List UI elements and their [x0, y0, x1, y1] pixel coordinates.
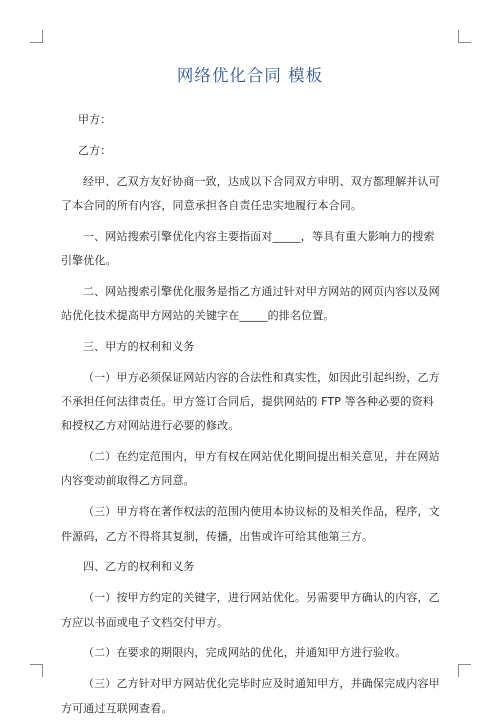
- section-heading-party-b: 四、乙方的权利和义务: [83, 560, 195, 574]
- party-b-item-2: （二）在要求的期限内，完成网站的优化，并通知甲方进行验收。: [83, 646, 407, 660]
- crop-mark-top-left: [30, 30, 43, 43]
- document-title: 网络优化合同 模板: [176, 66, 324, 85]
- party-a-line: 甲方：: [78, 113, 112, 126]
- party-b-item-3: （三）乙方针对甲方网站优化完毕时应及时通知甲方，并确保完成内容甲方可通过互联网查看。: [61, 677, 440, 715]
- section-heading-party-a: 三、甲方的权利和义务: [83, 340, 195, 354]
- preamble-paragraph: 经甲、乙双方友好协商一致，达成以下合同双方申明、双方都理解并认可了本合同的所有内容，同意承担各自责任忠实地履行本合同。: [61, 174, 440, 212]
- party-b-item-1: （一）按甲方约定的关键字，进行网站优化。另需要甲方确认的内容，乙方应以书面或电子文档交付甲方。: [61, 591, 440, 629]
- party-a-item-1: （一）甲方必须保证网站内容的合法性和真实性，如因此引起纠纷，乙方不承担任何法律责任。甲方签订合同后，提供网站的 FTP 等各种必要的资料和授权乙方对网站进行必要的修改。: [61, 370, 440, 433]
- crop-mark-top-right: [458, 30, 471, 43]
- crop-mark-bottom-left: [30, 664, 43, 677]
- party-a-item-3: （三）甲方将在著作权法的范围内使用本协议标的及相关作品，程序，文件源码，乙方不得将其复制，传播，出售或许可给其他第三方。: [61, 505, 440, 543]
- party-b-line: 乙方：: [78, 143, 112, 157]
- clause-2: 二、网站搜索引擎优化服务是指乙方通过针对甲方网站的网页内容以及网站优化技术提高甲方网站的关键字在_____的排名位置。: [61, 284, 440, 323]
- document-body: [61, 108, 441, 727]
- clause-1: 一、网站搜索引擎优化内容主要指面对_____，等具有重大影响力的搜索引擎优化。: [61, 229, 435, 268]
- crop-mark-bottom-right: [458, 664, 471, 677]
- party-a-item-2: （二）在约定范围内，甲方有权在网站优化期间提出相关意见，并在网站内容变动前取得乙方同意。: [61, 450, 440, 488]
